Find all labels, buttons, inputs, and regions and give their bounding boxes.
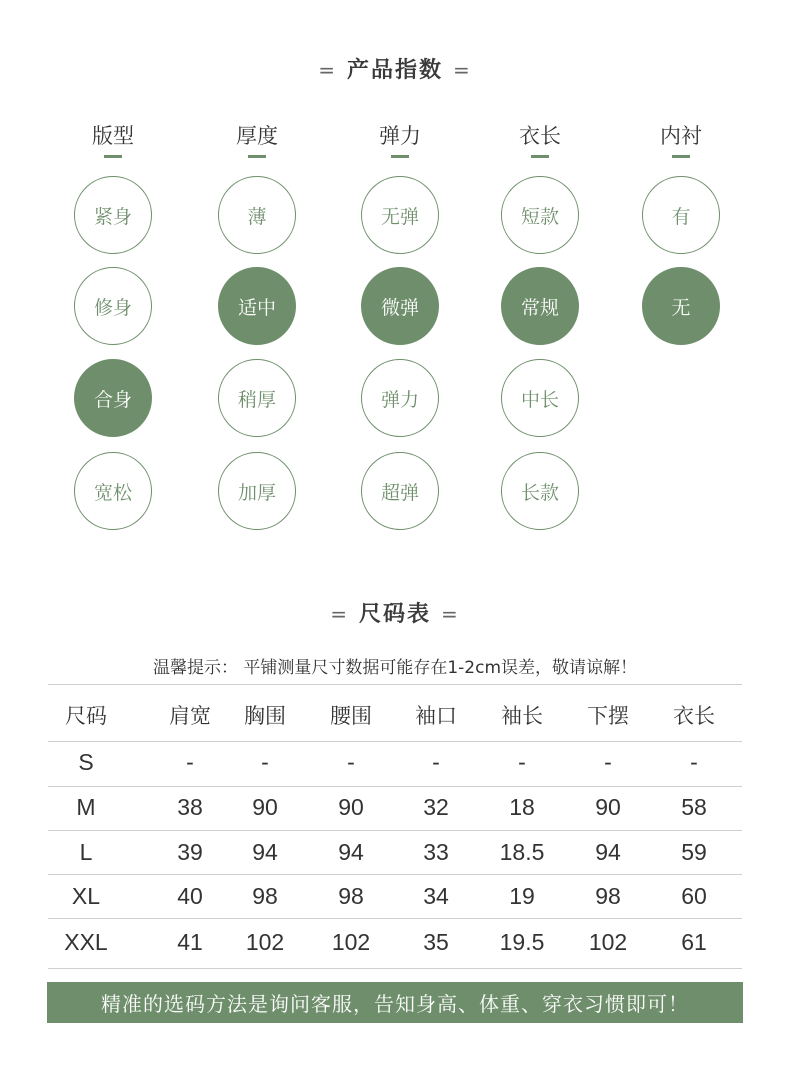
table-cell: - xyxy=(432,749,440,775)
table-divider xyxy=(48,918,742,919)
table-cell: - xyxy=(261,749,269,775)
title-deco-right: = xyxy=(453,58,472,82)
tip-text: 平铺测量尺寸数据可能存在1-2cm误差，敬请谅解！ xyxy=(243,658,638,678)
column-header-underline xyxy=(104,155,122,158)
table-cell: 40 xyxy=(177,883,203,909)
column-header: 弹力 xyxy=(379,124,421,148)
option-circle: 稍厚 xyxy=(218,359,296,437)
table-cell: - xyxy=(690,749,698,775)
option-circle: 无弹 xyxy=(361,176,439,254)
title-deco-left: = xyxy=(318,58,337,82)
table-cell: 58 xyxy=(681,794,707,820)
column-header: 衣长 xyxy=(519,124,561,148)
option-circle-selected: 无 xyxy=(642,267,720,345)
product-index-title-text: 产品指数 xyxy=(346,58,443,83)
table-cell: 90 xyxy=(595,794,621,820)
option-circle: 宽松 xyxy=(74,452,152,530)
table-cell: 94 xyxy=(252,839,278,865)
table-cell: 90 xyxy=(338,794,364,820)
column-header-underline xyxy=(672,155,690,158)
option-circle: 薄 xyxy=(218,176,296,254)
column-header: 厚度 xyxy=(236,124,278,148)
table-header-cell: 袖口 xyxy=(415,704,457,728)
title-deco-right: = xyxy=(441,602,460,626)
table-header-cell: 袖长 xyxy=(501,704,543,728)
table-cell: 98 xyxy=(252,883,278,909)
option-circle-selected: 微弹 xyxy=(361,267,439,345)
table-header-cell: 腰围 xyxy=(330,704,372,728)
measurement-tip xyxy=(0,653,790,678)
table-header-cell: 肩宽 xyxy=(169,704,211,728)
option-circle: 中长 xyxy=(501,359,579,437)
column-header-underline xyxy=(391,155,409,158)
table-header-cell: 胸围 xyxy=(244,704,286,728)
footer-banner xyxy=(47,982,743,1023)
footer-text: 精准的选码方法是询问客服，告知身高、体重、穿衣习惯即可！ xyxy=(101,992,689,1016)
option-circle: 加厚 xyxy=(218,452,296,530)
size-label-cell: M xyxy=(76,794,96,820)
table-cell: 102 xyxy=(245,929,285,955)
option-circle: 修身 xyxy=(74,267,152,345)
table-cell: 32 xyxy=(423,794,449,820)
table-cell: 59 xyxy=(681,839,707,865)
title-deco-left: = xyxy=(330,602,349,626)
table-cell: 102 xyxy=(588,929,628,955)
option-circle: 弹力 xyxy=(361,359,439,437)
table-divider xyxy=(48,968,742,969)
size-label-cell: XL xyxy=(71,883,101,909)
table-cell: 94 xyxy=(338,839,364,865)
table-cell: 18.5 xyxy=(499,839,545,865)
table-cell: 35 xyxy=(423,929,449,955)
option-circle: 超弹 xyxy=(361,452,439,530)
table-header-cell: 衣长 xyxy=(673,704,715,728)
table-divider xyxy=(48,684,742,685)
table-cell: 98 xyxy=(338,883,364,909)
table-cell: 33 xyxy=(423,839,449,865)
table-cell: 90 xyxy=(252,794,278,820)
table-cell: 18 xyxy=(509,794,535,820)
option-circle: 长款 xyxy=(501,452,579,530)
size-label-cell: XXL xyxy=(64,929,108,955)
table-cell: 19.5 xyxy=(499,929,545,955)
table-divider xyxy=(48,786,742,787)
table-divider xyxy=(48,830,742,831)
column-header: 版型 xyxy=(92,124,134,148)
product-index-title xyxy=(0,53,790,84)
table-header-cell: 尺码 xyxy=(65,704,107,728)
column-header-underline xyxy=(531,155,549,158)
option-circle: 短款 xyxy=(501,176,579,254)
table-cell: 102 xyxy=(331,929,371,955)
table-cell: 39 xyxy=(177,839,203,865)
tip-label: 温馨提示： xyxy=(152,658,238,678)
table-cell: - xyxy=(347,749,355,775)
table-cell: 38 xyxy=(177,794,203,820)
table-cell: - xyxy=(518,749,526,775)
table-cell: 19 xyxy=(509,883,535,909)
table-cell: 61 xyxy=(681,929,707,955)
size-table-title xyxy=(0,597,790,628)
table-cell: 98 xyxy=(595,883,621,909)
option-circle: 有 xyxy=(642,176,720,254)
table-header-cell: 下摆 xyxy=(587,704,629,728)
table-cell: 41 xyxy=(177,929,203,955)
size-table-title-text: 尺码表 xyxy=(358,602,431,627)
table-cell: 34 xyxy=(423,883,449,909)
size-label-cell: S xyxy=(78,749,94,775)
size-label-cell: L xyxy=(79,839,93,865)
table-divider xyxy=(48,874,742,875)
table-divider xyxy=(48,741,742,742)
table-cell: 94 xyxy=(595,839,621,865)
table-cell: - xyxy=(604,749,612,775)
option-circle: 紧身 xyxy=(74,176,152,254)
column-header: 内衬 xyxy=(660,124,702,148)
option-circle-selected: 适中 xyxy=(218,267,296,345)
table-cell: 60 xyxy=(681,883,707,909)
option-circle-selected: 合身 xyxy=(74,359,152,437)
option-circle-selected: 常规 xyxy=(501,267,579,345)
table-cell: - xyxy=(186,749,194,775)
column-header-underline xyxy=(248,155,266,158)
